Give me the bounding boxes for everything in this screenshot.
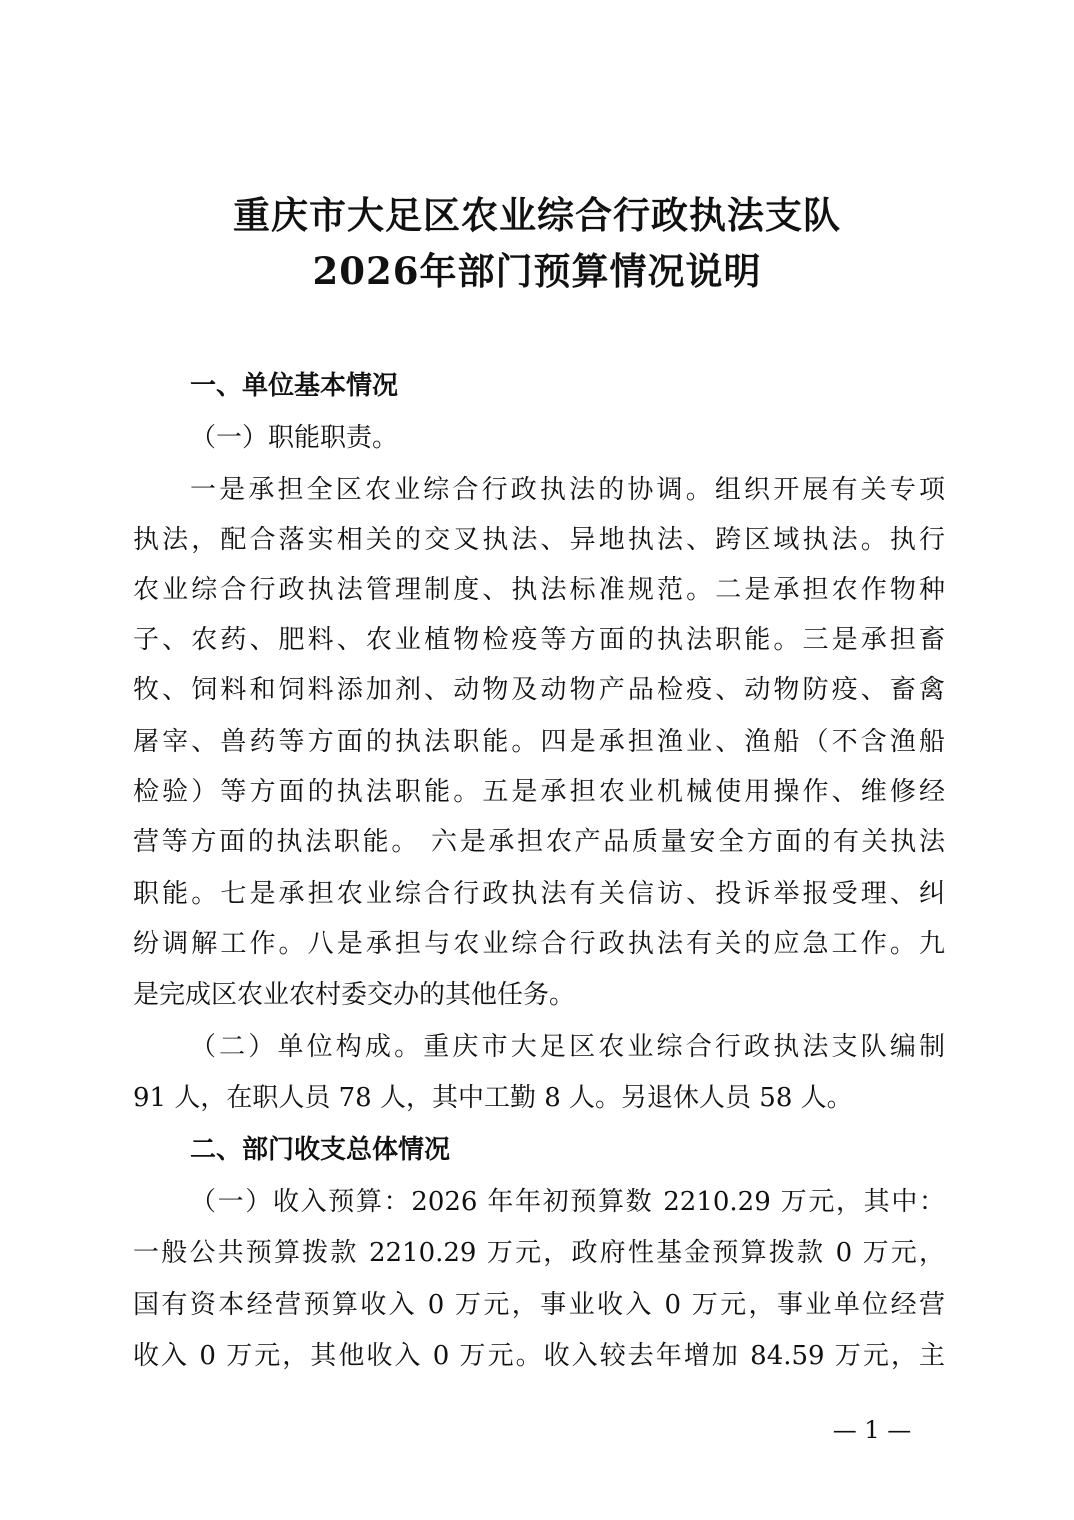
paragraph-line: 牧、饲料和饲料添加剂、动物及动物产品检疫、动物防疫、畜禽 <box>133 675 945 705</box>
paragraph-line: 纷调解工作。八是承担与农业综合行政执法有关的应急工作。九 <box>133 929 945 959</box>
paragraph-line: 国有资本经营预算收入 0 万元，事业收入 0 万元，事业单位经营 <box>133 1290 945 1320</box>
document-title-line-1: 重庆市大足区农业综合行政执法支队 <box>233 193 841 237</box>
paragraph-line: 一般公共预算拨款 2210.29 万元，政府性基金预算拨款 0 万元， <box>133 1238 945 1268</box>
subsection-heading-duties: （一）职能职责。 <box>190 423 399 453</box>
paragraph-line: 91 人，在职人员 78 人，其中工勤 8 人。另退休人员 58 人。 <box>133 1083 853 1113</box>
paragraph-line: 农业综合行政执法管理制度、执法标准规范。二是承担农作物种 <box>133 575 945 605</box>
section-heading-1: 一、单位基本情况 <box>190 371 399 401</box>
section-heading-2: 二、部门收支总体情况 <box>190 1135 451 1165</box>
paragraph-line: 子、农药、肥料、农业植物检疫等方面的执法职能。三是承担畜 <box>133 625 945 655</box>
paragraph-line: 检验）等方面的执法职能。五是承担农业机械使用操作、维修经 <box>133 777 945 807</box>
paragraph-line: 执法，配合落实相关的交叉执法、异地执法、跨区域执法。执行 <box>133 525 945 555</box>
document-title-line-2: 2026年部门预算情况说明 <box>312 249 762 293</box>
paragraph-line: （二）单位构成。重庆市大足区农业综合行政执法支队编制 <box>190 1032 945 1062</box>
paragraph-line: 收入 0 万元，其他收入 0 万元。收入较去年增加 84.59 万元，主 <box>133 1341 945 1371</box>
paragraph-line: 职能。七是承担农业综合行政执法有关信访、投诉举报受理、纠 <box>133 879 945 909</box>
paragraph-line: 屠宰、兽药等方面的执法职能。四是承担渔业、渔船（不含渔船 <box>133 727 945 757</box>
paragraph-line: 一是承担全区农业综合行政执法的协调。组织开展有关专项 <box>190 475 945 505</box>
page-number: — 1 — <box>832 1416 912 1444</box>
paragraph-line: 是完成区农业农村委交办的其他任务。 <box>133 980 576 1010</box>
paragraph-line: （一）收入预算：2026 年年初预算数 2210.29 万元，其中： <box>190 1187 945 1217</box>
paragraph-line: 营等方面的执法职能。 六是承担农产品质量安全方面的有关执法 <box>133 827 945 857</box>
